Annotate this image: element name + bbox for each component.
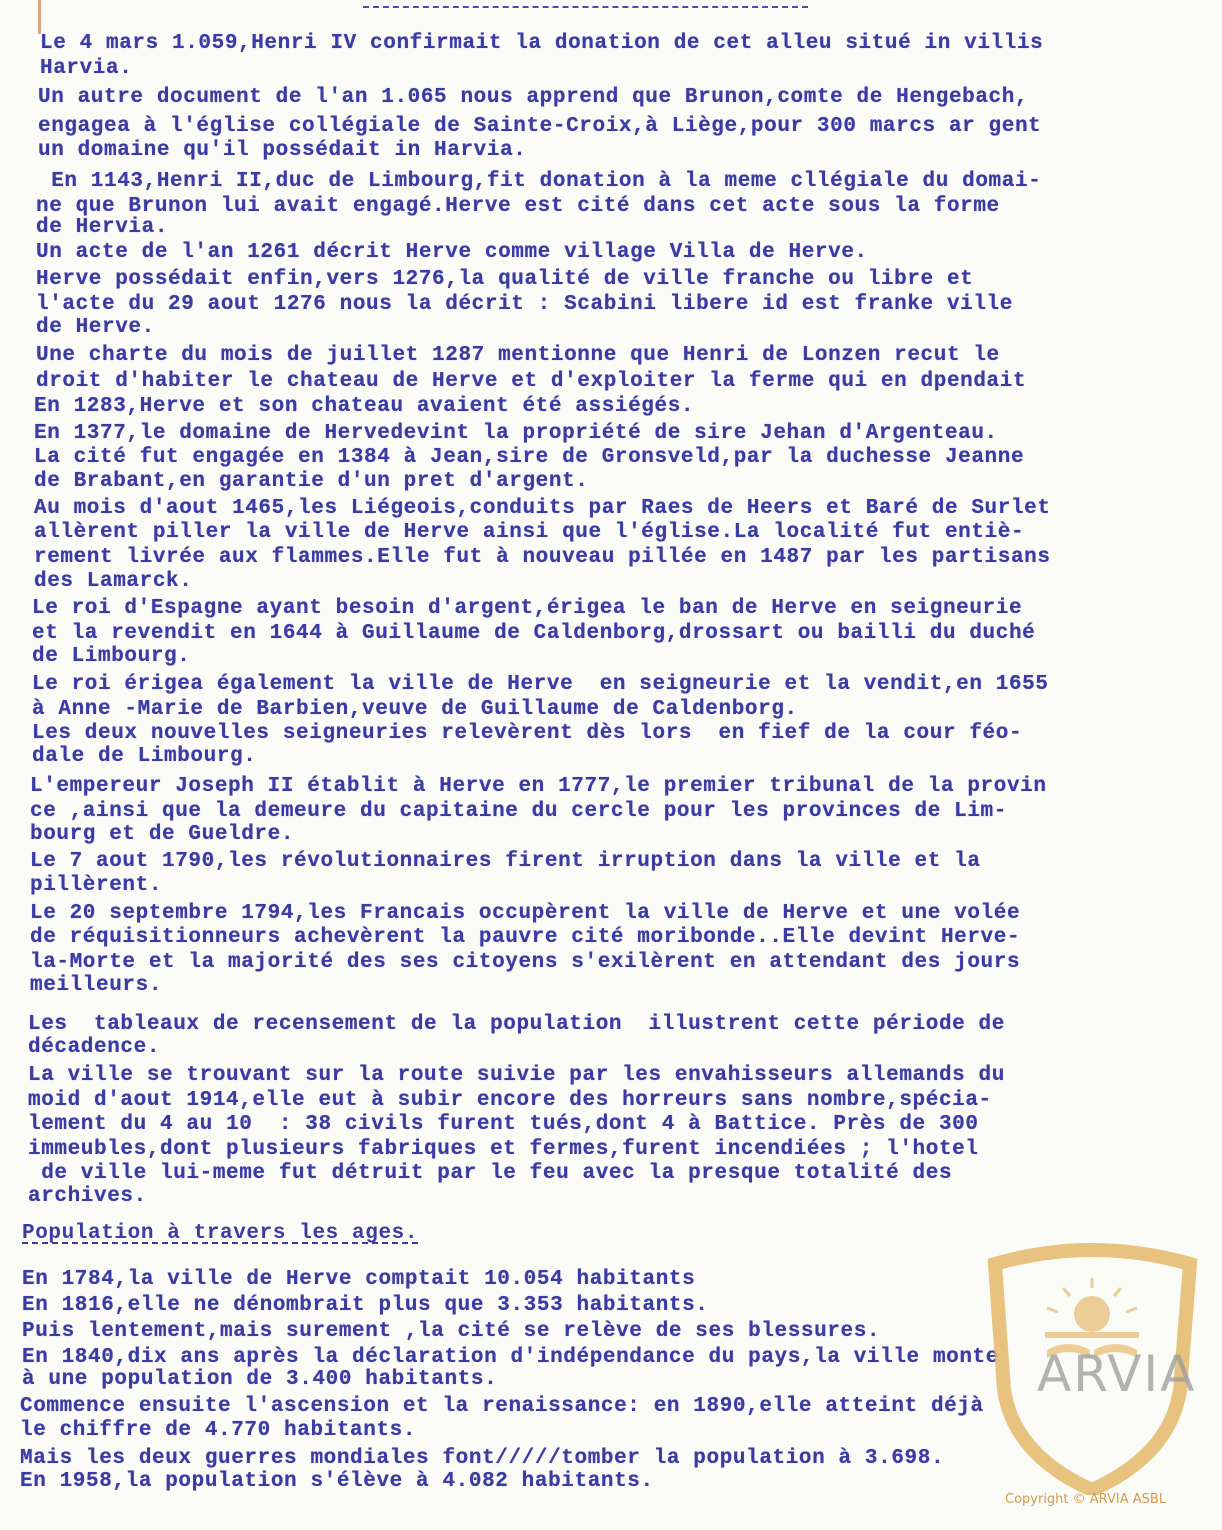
text-line: des Lamarck. xyxy=(34,570,193,593)
arvia-logo-text: ARVIA xyxy=(1037,1345,1197,1403)
text-line: Le roi érigea également la ville de Herve en seigneurie et la vendit,en 1655 xyxy=(32,673,1049,696)
population-line: Mais les deux guerres mondiales font/////tomber la population à 3.698. xyxy=(20,1447,945,1470)
copyright-notice: Copyright © ARVIA ASBL xyxy=(1005,1492,1167,1507)
text-line: à Anne -Marie de Barbien,veuve de Guillaume de Caldenborg. xyxy=(32,698,798,721)
text-line: droit d'habiter le chateau de Herve et d'exploiter la ferme qui en dpendait xyxy=(36,370,1027,393)
text-line: meilleurs. xyxy=(30,974,163,997)
text-line: En 1283,Herve et son chateau avaient été assiégés. xyxy=(34,395,695,418)
text-line: Un acte de l'an 1261 décrit Herve comme village Villa de Herve. xyxy=(36,241,868,264)
text-line: L'empereur Joseph II établit à Herve en 1777,le premier tribunal de la provin xyxy=(30,775,1047,798)
text-line: de ville lui-meme fut détruit par le feu avec la presque totalité des xyxy=(28,1162,953,1185)
text-line: ne que Brunon lui avait engagé.Herve est cité dans cet acte sous la forme xyxy=(36,195,1000,218)
text-line: la-Morte et la majorité des ses citoyens s'exilèrent en attendant des jours xyxy=(30,951,1021,974)
text-line: lement du 4 au 10 : 38 civils furent tués,dont 4 à Battice. Près de 300 xyxy=(28,1113,979,1136)
text-line: ce ,ainsi que la demeure du capitaine du cercle pour les provinces de Lim- xyxy=(30,800,1007,823)
text-line: un domaine qu'il possédait in Harvia. xyxy=(38,139,527,162)
text-line: rement livrée aux flammes.Elle fut à nouveau pillée en 1487 par les partisans xyxy=(34,546,1051,569)
text-line: moid d'aout 1914,elle eut à subir encore des horreurs sans nombre,spécia- xyxy=(28,1089,992,1112)
population-line: Commence ensuite l'ascension et la renaissance: en 1890,elle atteint déjà xyxy=(20,1395,984,1418)
text-line: l'acte du 29 aout 1276 nous la décrit : Scabini libere id est franke ville xyxy=(36,293,1013,316)
text-line: de Brabant,en garantie d'un pret d'argent. xyxy=(34,470,589,493)
text-line: engagea à l'église collégiale de Sainte-Croix,à Liège,pour 300 marcs ar gent xyxy=(38,115,1042,138)
text-line: de Herve. xyxy=(36,316,155,339)
text-line: La ville se trouvant sur la route suivie par les envahisseurs allemands du xyxy=(28,1064,1005,1087)
text-line: En 1143,Henri II,duc de Limbourg,fit donation à la meme cllégiale du domai- xyxy=(38,170,1042,193)
population-line: En 1784,la ville de Herve comptait 10.054 habitants xyxy=(22,1268,696,1291)
text-line: dale de Limbourg. xyxy=(32,745,257,768)
text-line: Une charte du mois de juillet 1287 mentionne que Henri de Lonzen recut le xyxy=(36,344,1000,367)
population-line: à une population de 3.400 habitants. xyxy=(22,1368,498,1391)
population-line: En 1958,la population s'élève à 4.082 habitants. xyxy=(20,1470,654,1493)
text-line: Harvia. xyxy=(40,57,133,80)
text-line: En 1377,le domaine de Hervedevint la propriété de sire Jehan d'Argenteau. xyxy=(34,422,998,445)
text-line: bourg et de Gueldre. xyxy=(30,823,295,846)
section-heading: Population à travers les ages. xyxy=(22,1222,419,1245)
text-line: de Hervia. xyxy=(36,216,169,239)
text-line: Les deux nouvelles seigneuries relevèrent dès lors en fief de la cour féo- xyxy=(32,722,1023,745)
text-line: Le 4 mars 1.059,Henri IV confirmait la donation de cet alleu situé in villis xyxy=(40,32,1044,55)
text-line: Le roi d'Espagne ayant besoin d'argent,érigea le ban de Herve en seigneurie xyxy=(32,597,1023,620)
population-line: le chiffre de 4.770 habitants. xyxy=(20,1419,417,1442)
text-line: pillèrent. xyxy=(30,874,163,897)
population-line: En 1816,elle ne dénombrait plus que 3.353 habitants. xyxy=(22,1294,709,1317)
text-line: Le 7 aout 1790,les révolutionnaires firent irruption dans la ville et la xyxy=(30,850,981,873)
text-line: immeubles,dont plusieurs fabriques et fermes,furent incendiées ; l'hotel xyxy=(28,1138,979,1161)
text-line: Herve possédait enfin,vers 1276,la qualité de ville franche ou libre et xyxy=(36,268,974,291)
population-line: En 1840,dix ans après la déclaration d'indépendance du pays,la ville monte xyxy=(22,1346,999,1369)
text-line: La cité fut engagée en 1384 à Jean,sire de Gronsveld,par la duchesse Jeanne xyxy=(34,446,1025,469)
text-line: archives. xyxy=(28,1185,147,1208)
text-line: décadence. xyxy=(28,1036,161,1059)
population-line: Puis lentement,mais surement ,la cité se relève de ses blessures. xyxy=(22,1320,881,1343)
text-line: de réquisitionneurs achevèrent la pauvre cité moribonde..Elle devint Herve- xyxy=(30,926,1021,949)
text-line: Au mois d'aout 1465,les Liégeois,conduits par Raes de Heers et Baré de Surlet xyxy=(34,497,1051,520)
text-line: Un autre document de l'an 1.065 nous apprend que Brunon,comte de Hengebach, xyxy=(38,86,1029,109)
text-line: et la revendit en 1644 à Guillaume de Caldenborg,drossart ou bailli du duché xyxy=(32,622,1036,645)
text-line: de Limbourg. xyxy=(32,645,191,668)
text-line: allèrent piller la ville de Herve ainsi que l'église.La localité fut entiè- xyxy=(34,521,1025,544)
text-line: Le 20 septembre 1794,les Francais occupèrent la ville de Herve et une volée xyxy=(30,902,1021,925)
text-line: Les tableaux de recensement de la population illustrent cette période de xyxy=(28,1013,1005,1036)
